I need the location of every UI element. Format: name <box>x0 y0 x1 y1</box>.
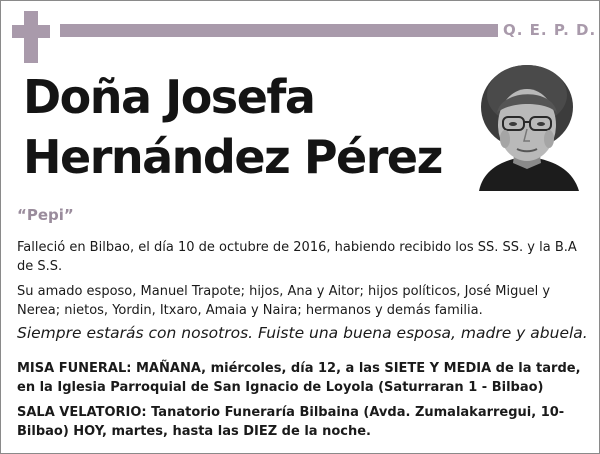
death-notice-text: Falleció en Bilbao, el día 10 de octubre de 2016, habiendo recibido los SS. SS. y la B.A de S.S. <box>17 240 577 274</box>
header-bar <box>60 24 498 37</box>
qepd-label: Q. E. P. D. <box>503 21 597 39</box>
name-line-1: Doña Josefa <box>23 70 315 124</box>
deceased-name <box>23 67 463 187</box>
funeral-mass-text: MISA FUNERAL: MAÑANA, miércoles, día 12, a las SIETE Y MEDIA de la tarde, en la Iglesia Parroquial de San Ignacio de Loyola (Saturraran 1 - Bilbao) <box>17 361 581 395</box>
name-line-2: Hernández Pérez <box>23 130 442 184</box>
nickname: “Pepi” <box>17 206 74 224</box>
portrait-photo <box>469 59 585 191</box>
family-text: Su amado esposo, Manuel Trapote; hijos, Ana y Aitor; hijos políticos, José Miguel y Nerea; nietos, Yordin, Itxaro, Amaia y Naira; hermanos y demás familia. <box>17 284 551 318</box>
memorial-quote: Siempre estarás con nosotros. Fuiste una buena esposa, madre y abuela. <box>17 324 588 342</box>
wake-room-text: SALA VELATORIO: Tanatorio Funeraría Bilbaina (Avda. Zumalakarregui, 10-Bilbao) HOY, martes, hasta las DIEZ de la noche. <box>17 405 565 439</box>
